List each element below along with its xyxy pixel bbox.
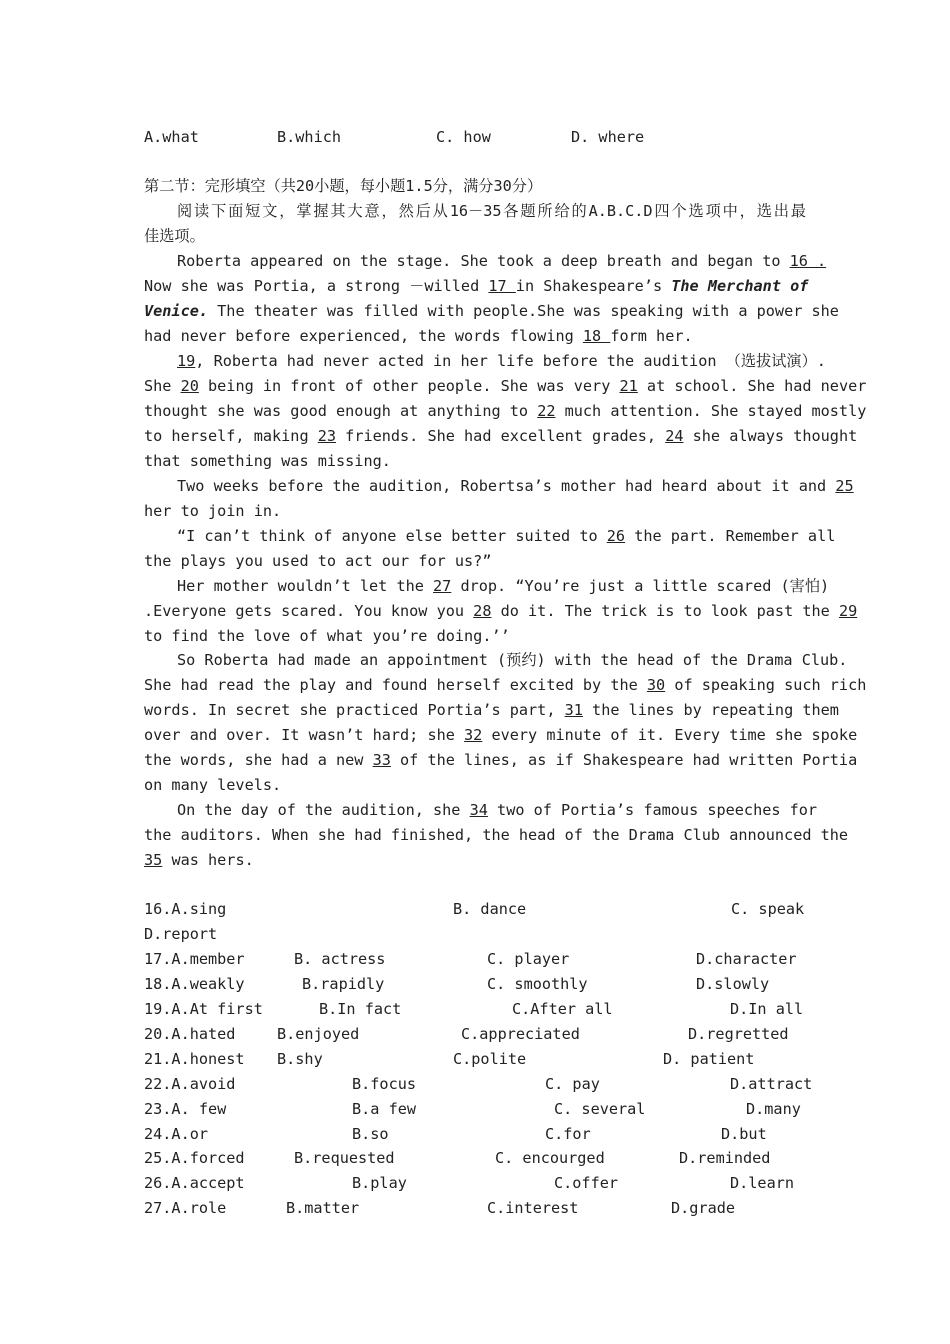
question-row <box>0 997 950 1021</box>
passage-line: Now she was Portia, a strong －willed 17 in Shakespeare’s The Merchant of <box>144 277 809 295</box>
option-d: D.attract <box>730 1075 813 1093</box>
blank-21: 21 <box>619 377 638 395</box>
question-row <box>0 1196 950 1220</box>
passage-line: over and over. It wasn’t hard; she 32 every minute of it. Every time she spoke <box>144 726 858 744</box>
blank-33: 33 <box>372 751 391 769</box>
question-row-wrap <box>0 922 950 946</box>
option-c: C. pay <box>545 1075 600 1093</box>
passage-line: She 20 being in front of other people. She was very 21 at school. She had never <box>144 377 867 395</box>
passage-line: the plays you used to act our for us?” <box>144 552 492 570</box>
blank-22: 22 <box>537 402 556 420</box>
option-b: B.matter <box>286 1199 360 1217</box>
option-c: C.for <box>545 1125 591 1143</box>
option-b: B.requested <box>294 1149 395 1167</box>
question-row <box>0 1022 950 1046</box>
option-d: D.In all <box>730 1000 804 1018</box>
question-row <box>0 1146 950 1170</box>
option-b: B.enjoyed <box>277 1025 360 1043</box>
blank-26: 26 <box>606 527 626 545</box>
blank-19: 19 <box>177 352 196 370</box>
passage-line: her to join in. <box>144 502 282 520</box>
option-c: C.After all <box>512 1000 613 1018</box>
section-heading: 第二节：完形填空（共20小题，每小题1.5分，满分30分） <box>144 177 543 195</box>
option-d: D.report <box>144 925 218 943</box>
question-row <box>0 1072 950 1096</box>
passage-line: had never before experienced, the words flowing 18 form her. <box>144 327 693 345</box>
option-c: C. player <box>487 950 570 968</box>
passage-line: Two weeks before the audition, Robertsa’s mother had heard about it and 25 <box>177 477 854 495</box>
blank-23: 23 <box>317 427 337 445</box>
option-a: 22.A.avoid <box>144 1075 236 1093</box>
blank-31: 31 <box>564 701 583 719</box>
option-a: 17.A.member <box>144 950 245 968</box>
blank-34: 34 <box>469 801 488 819</box>
option-c: C.offer <box>554 1174 619 1192</box>
blank-27: 27 <box>433 577 452 595</box>
passage-line: the auditors. When she had finished, the head of the Drama Club announced the <box>144 826 849 844</box>
option-d: D.many <box>746 1100 801 1118</box>
prev-option-c: C. how <box>436 128 491 146</box>
option-d: D.slowly <box>696 975 770 993</box>
passage-line: to herself, making 23 friends. She had excellent grades, 24 she always thought <box>144 427 858 445</box>
option-a: 26.A.accept <box>144 1174 245 1192</box>
question-row <box>0 1122 950 1146</box>
question-row <box>0 1047 950 1071</box>
blank-30: 30 <box>646 676 666 694</box>
passage-line: So Roberta had made an appointment (预约) with the head of the Drama Club. <box>177 651 848 669</box>
option-b: B.so <box>352 1125 389 1143</box>
option-d: D. patient <box>663 1050 755 1068</box>
option-a: 23.A. few <box>144 1100 227 1118</box>
option-a: 20.A.hated <box>144 1025 236 1043</box>
passage-line: .Everyone gets scared. You know you 28 do it. The trick is to look past the 29 <box>144 602 858 620</box>
option-d: D.regretted <box>688 1025 789 1043</box>
option-c: C. smoothly <box>487 975 588 993</box>
prev-option-d: D. where <box>571 128 645 146</box>
option-a: 25.A.forced <box>144 1149 245 1167</box>
option-d: D.character <box>696 950 797 968</box>
passage-line: She had read the play and found herself excited by the 30 of speaking such rich <box>144 676 867 694</box>
option-c: C.interest <box>487 1199 579 1217</box>
option-c: C. encourged <box>495 1149 605 1167</box>
option-c: C. speak <box>731 900 805 918</box>
question-row <box>0 947 950 971</box>
option-d: D.reminded <box>679 1149 771 1167</box>
option-b: B. dance <box>453 900 527 918</box>
option-a: 16.A.sing <box>144 900 227 918</box>
passage-line: Venice. The theater was filled with people.She was speaking with a power she <box>144 302 839 320</box>
prev-question-options <box>0 125 950 149</box>
passage-line: on many levels. <box>144 776 282 794</box>
option-b: B. actress <box>294 950 386 968</box>
blank-29: 29 <box>838 602 858 620</box>
passage-line: Her mother wouldn’t let the 27 drop. “You’re just a little scared (害怕) <box>177 577 830 595</box>
passage-line: 19, Roberta had never acted in her life before the audition （选拔试演）. <box>177 352 826 370</box>
passage-line: to find the love of what you’re doing.’’ <box>144 627 510 645</box>
option-b: B.focus <box>352 1075 417 1093</box>
option-d: D.learn <box>730 1174 795 1192</box>
passage-line: “I can’t think of anyone else better suited to 26 the part. Remember all <box>177 527 836 545</box>
option-a: 27.A.role <box>144 1199 227 1217</box>
passage-line: words. In secret she practiced Portia’s part, 31 the lines by repeating them <box>144 701 839 719</box>
blank-25: 25 <box>835 477 854 495</box>
blank-20: 20 <box>180 377 199 395</box>
question-row <box>0 1171 950 1195</box>
option-b: B.play <box>352 1174 407 1192</box>
option-b: B.a few <box>352 1100 417 1118</box>
question-row <box>0 1097 950 1121</box>
play-title-end: Venice. <box>144 302 209 320</box>
option-a: 19.A.At first <box>144 1000 263 1018</box>
option-a: 18.A.weakly <box>144 975 245 993</box>
blank-28: 28 <box>473 602 492 620</box>
question-row <box>0 972 950 996</box>
option-c: C. several <box>554 1100 646 1118</box>
blank-35: 35 <box>144 851 163 869</box>
prev-option-b: B.which <box>277 128 342 146</box>
option-b: B.shy <box>277 1050 323 1068</box>
option-c: C.polite <box>453 1050 527 1068</box>
passage-line: Roberta appeared on the stage. She took a deep breath and began to 16 . <box>177 252 827 270</box>
blank-17: 17 <box>488 277 516 295</box>
blank-18: 18 <box>582 327 611 345</box>
blank-16: 16 . <box>789 252 827 270</box>
option-d: D.grade <box>671 1199 736 1217</box>
passage-line: thought she was good enough at anything to 22 much attention. She stayed mostly <box>144 402 867 420</box>
play-title: The Merchant of <box>671 277 809 295</box>
option-b: B.rapidly <box>302 975 385 993</box>
instruction-line-1: 阅读下面短文，掌握其大意，然后从16－35各题所给的A.B.C.D四个选项中，选出最 <box>177 202 806 220</box>
option-c: C.appreciated <box>461 1025 580 1043</box>
passage-line: On the day of the audition, she 34 two of Portia’s famous speeches for <box>177 801 818 819</box>
blank-24: 24 <box>665 427 684 445</box>
blank-32: 32 <box>464 726 483 744</box>
passage-line: the words, she had a new 33 of the lines, as if Shakespeare had written Portia <box>144 751 858 769</box>
option-b: B.In fact <box>319 1000 402 1018</box>
option-a: 24.A.or <box>144 1125 209 1143</box>
instruction-line-2: 佳选项。 <box>144 227 205 245</box>
option-d: D.but <box>721 1125 767 1143</box>
question-row <box>0 897 950 921</box>
passage-line: 35 was hers. <box>144 851 254 869</box>
option-a: 21.A.honest <box>144 1050 245 1068</box>
passage-line: that something was missing. <box>144 452 391 470</box>
prev-option-a: A.what <box>144 128 199 146</box>
